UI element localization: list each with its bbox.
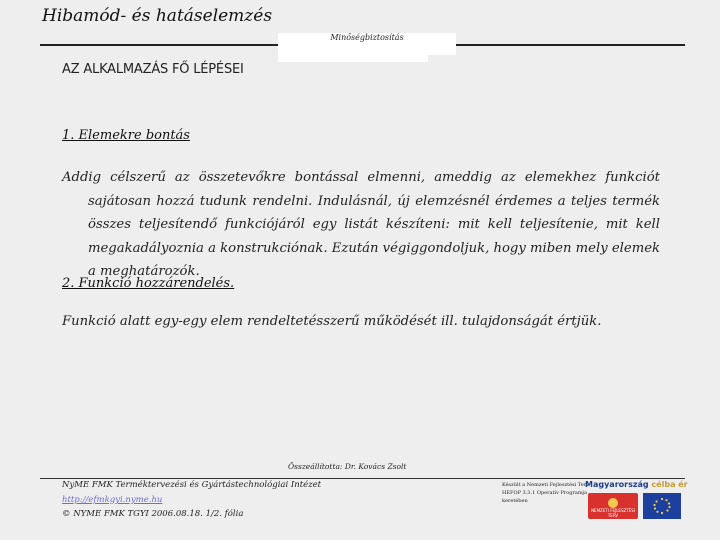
footer-link[interactable]: http://efmkgyi.nyme.hu [62, 495, 163, 505]
footer-divider [40, 478, 685, 479]
header-title: Hibamód- és hatáselemzés [42, 6, 273, 26]
footer-author: Összeállította: Dr. Kovács Zsolt [288, 462, 407, 471]
footer-institute: NyME FMK Terméktervezési és Gyártástechnológiai Intézet [62, 480, 322, 490]
footer-support-text: Készült a Nemzeti Fejlesztési Terv HEFOP 3.3.1 Operatív Programja keretében [502, 482, 589, 504]
section-heading: AZ ALKALMAZÁS FŐ LÉPÉSEI [62, 62, 244, 77]
magyarorszag-logo [585, 480, 688, 489]
step-2-text: Funkció alatt egy-egy elem rendeltetésszerű működését ill. tulajdonságát értjük. [62, 314, 602, 329]
eu-flag-icon [643, 493, 681, 519]
logo-suffix-text: célba ér [648, 480, 688, 489]
header-label: Minőségbiztosítás [330, 33, 404, 42]
logo-main-text: Magyarország [585, 480, 649, 489]
step-2-heading: 2. Funkció hozzárendelés. [62, 276, 235, 291]
nft-sun-icon [608, 498, 618, 508]
step-1-text: Addig célszerű az összetevőkre bontással elmenni, ameddig az elemekhez funkciót sajátosan hozzá tudunk rendelni. Indulásnál, új elemzésnél érdemes a teljes termék összes teljesítendő funkciójáról egy listát készíteni: mit kell teljesítenie, mit kell megakadályoznia a konstrukciónak. Ezután végiggondoljuk, hogy miben mely elemek a meghatározók. [62, 170, 660, 279]
step-1-heading: 1. Elemekre bontás [62, 128, 190, 143]
nft-logo-text: NEMZETI FEJLESZTÉSI TERV [591, 508, 635, 518]
header-label-box-lower [278, 46, 428, 62]
footer-copyright: © NYME FMK TGYI 2006.08.18. 1/2. fólia [62, 509, 244, 519]
nft-logo [588, 493, 638, 519]
